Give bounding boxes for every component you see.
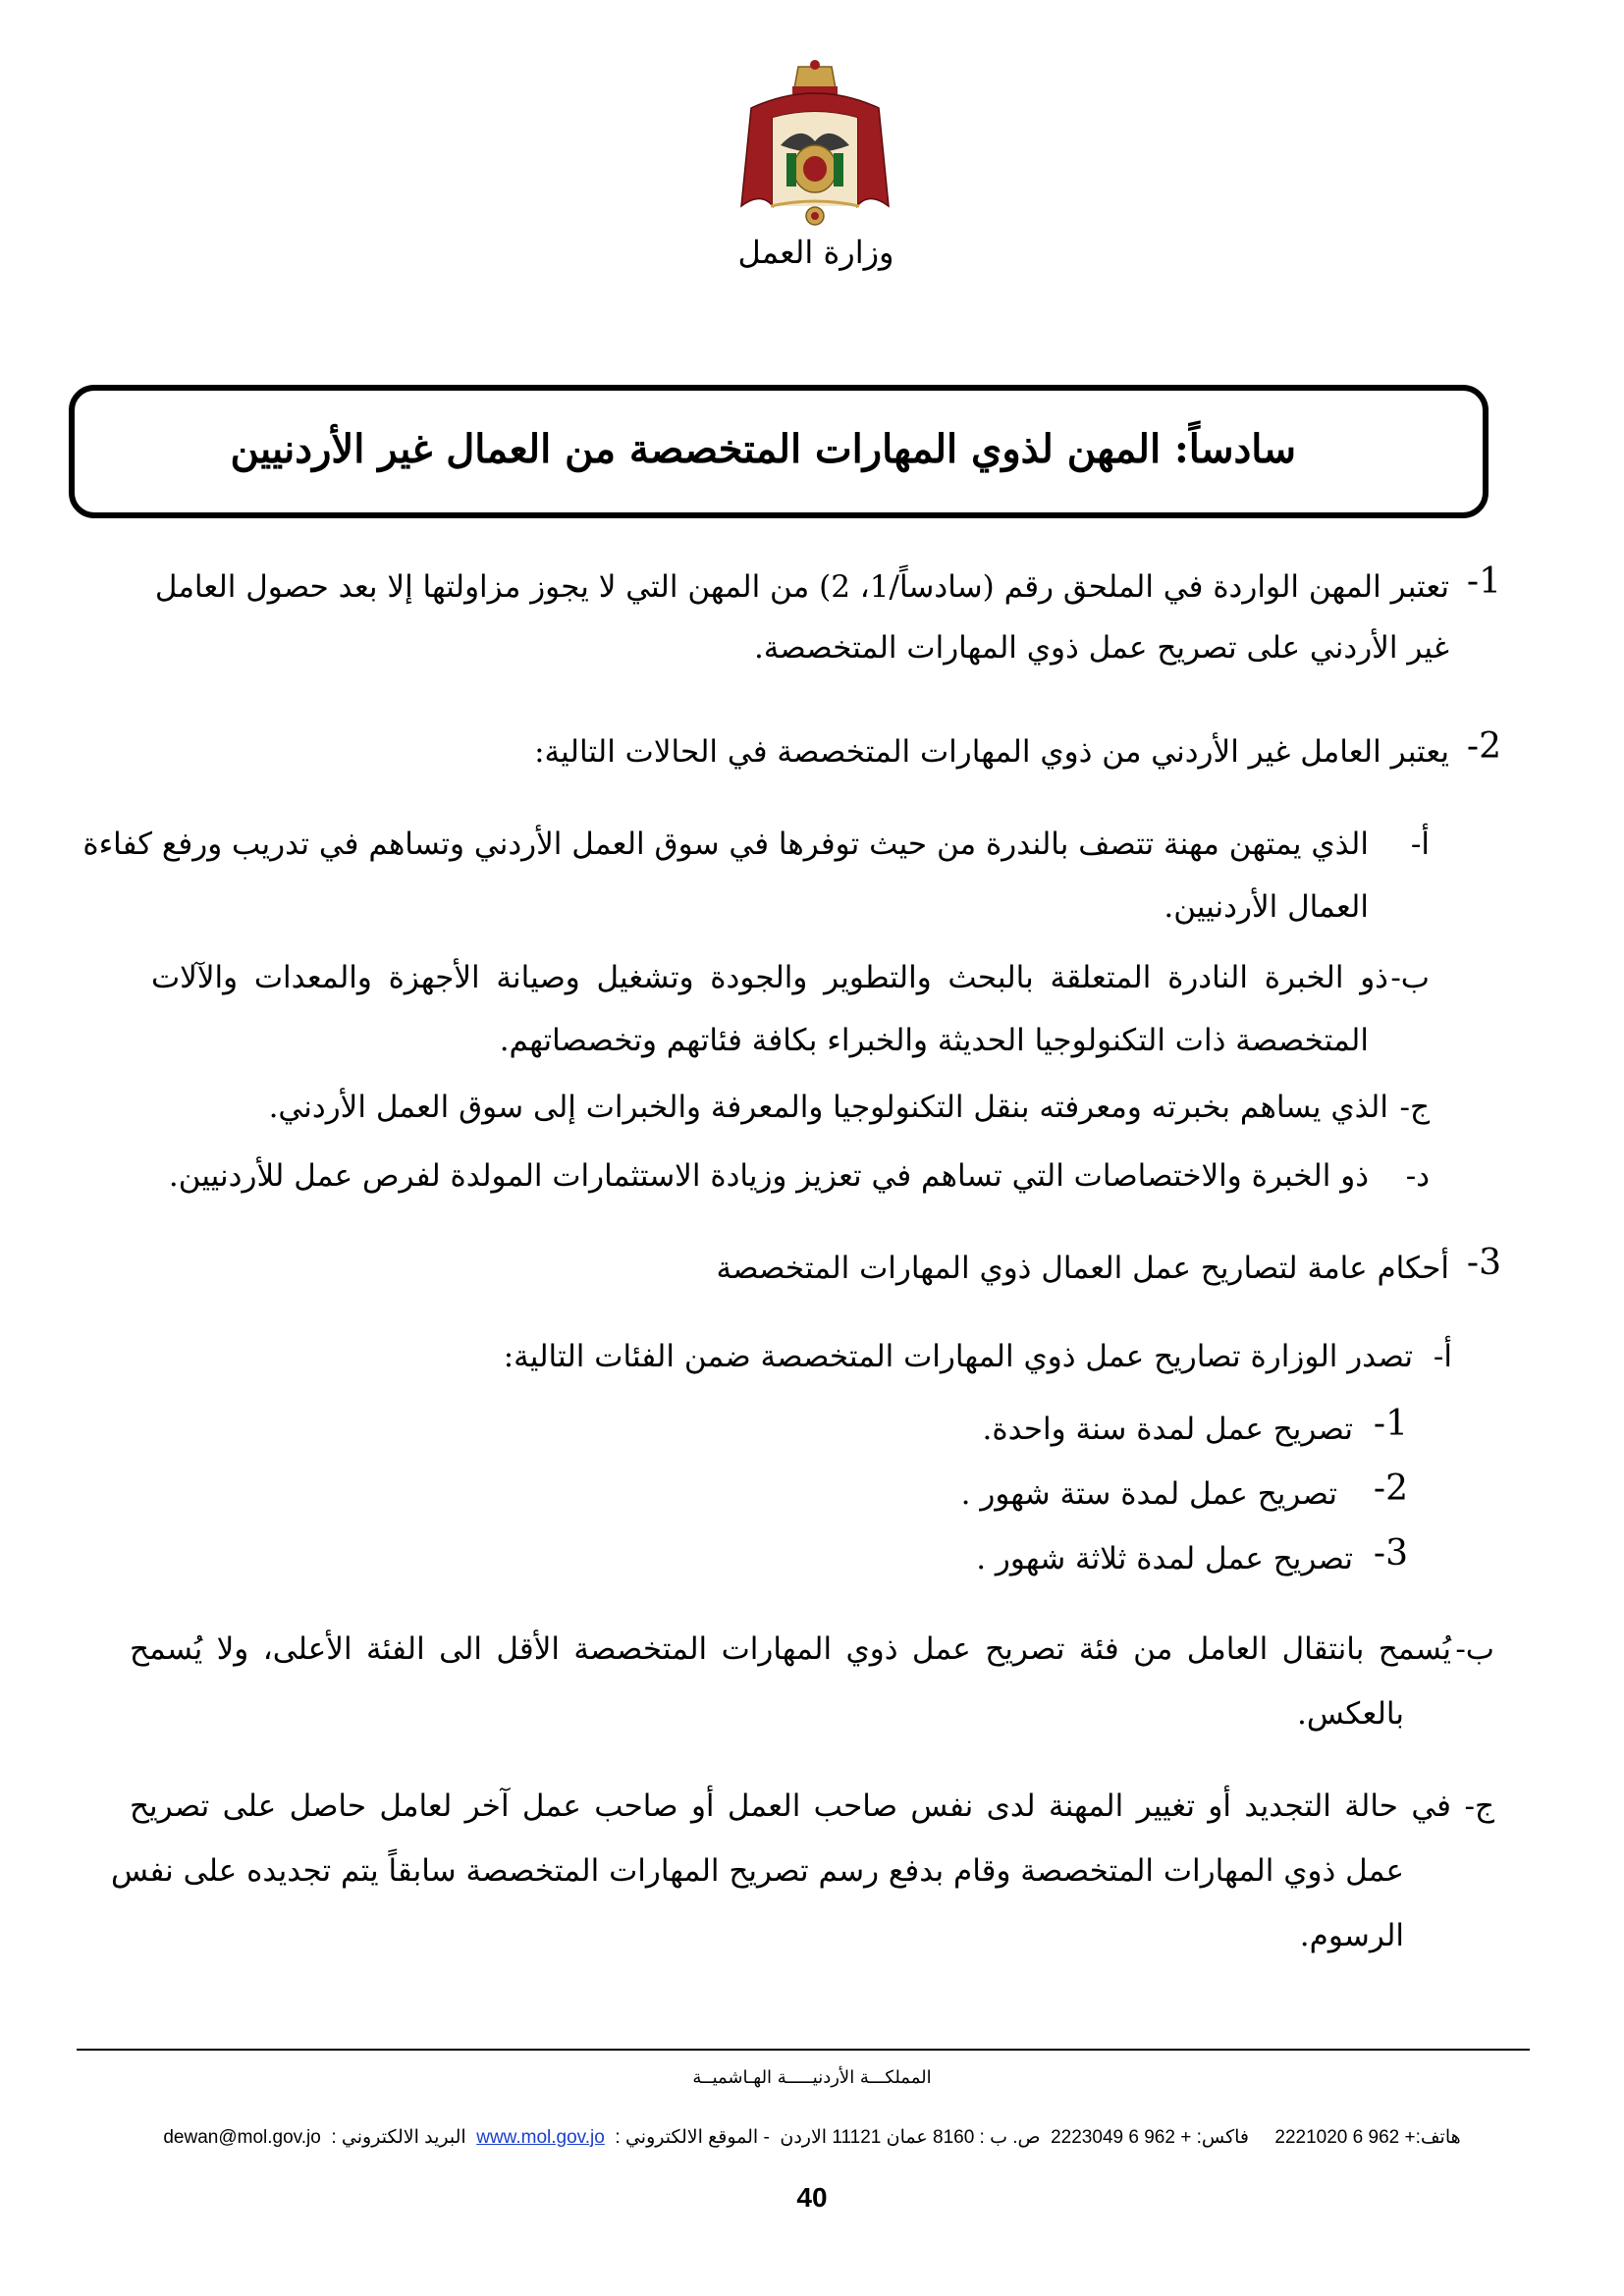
- section-1-line-1: تعتبر المهن الواردة في الملحق رقم (سادساً/1، 2) من المهن التي لا يجوز مزاولتها إلا بعد حصول العامل: [154, 569, 1449, 605]
- section-2-item-d-line-1: ذو الخبرة والاختصاصات التي تساهم في تعزيز وزيادة الاستثمارات المولدة لفرص عمل للأردنيين.: [168, 1158, 1369, 1194]
- page-number: 40: [796, 2182, 828, 2213]
- section-2-item-a-line-2: العمال الأردنيين.: [1164, 889, 1369, 925]
- section-2-item-b-line-2: المتخصصة ذات التكنولوجيا الحديثة والخبراء بكافة فئاتهم وتخصصاتهم.: [499, 1023, 1369, 1058]
- section-3-b-line-1: يُسمح بانتقال العامل من فئة تصريح عمل ذوي المهارات المتخصصة الأقل الى الفئة الأعلى، ولا يُسمح: [130, 1631, 1451, 1667]
- section-3-c-line-1: في حالة التجديد أو تغيير المهنة لدى نفس صاحب العمل أو صاحب عمل آخر لعامل حاصل على تصريح: [130, 1789, 1451, 1824]
- footer-phone: هاتف:+ 962 6 2221020: [1274, 2127, 1461, 2148]
- section-3-c-line-3: الرسوم.: [1299, 1918, 1404, 1953]
- section-title: سادساً: المهن لذوي المهارات المتخصصة من العمال غير الأردنيين: [230, 426, 1296, 472]
- footer-website-label: - الموقع الالكتروني :: [615, 2127, 770, 2148]
- section-3-c-marker: ج-: [1464, 1789, 1494, 1824]
- footer-kingdom-name: المملكـــة الأردنيـــــة الهـاشميــة: [692, 2067, 932, 2088]
- section-3-intro: أحكام عامة لتصاريح عمل العمال ذوي المهارات المتخصصة: [716, 1251, 1449, 1286]
- footer-website-link[interactable]: www.mol.gov.jo: [476, 2127, 605, 2148]
- section-1-number: 1-: [1466, 561, 1501, 602]
- section-3-a-sub-2-number: 2-: [1373, 1468, 1408, 1509]
- section-2-item-c-line-1: الذي يساهم بخبرته ومعرفته بنقل التكنولوجيا والمعرفة والخبرات إلى سوق العمل الأردني.: [268, 1090, 1388, 1125]
- footer-contact-line: [98, 2126, 1526, 2149]
- section-3-a-sub-3-text: تصريح عمل لمدة ثلاثة شهور .: [976, 1541, 1353, 1576]
- section-1-line-2: غير الأردني على تصريح عمل ذوي المهارات المتخصصة.: [753, 630, 1449, 666]
- section-2-item-a-line-1: الذي يمتهن مهنة تتصف بالندرة من حيث توفرها في سوق العمل الأردني وتساهم في تدريب ورفع كفاءة: [82, 827, 1369, 862]
- footer-divider: [77, 2049, 1530, 2051]
- section-2-item-b-marker: ب-: [1390, 960, 1430, 995]
- section-3-number: 3-: [1466, 1243, 1501, 1283]
- coat-of-arms-emblem: [731, 59, 898, 240]
- section-3-a-sub-1-text: تصريح عمل لمدة سنة واحدة.: [982, 1412, 1353, 1447]
- section-3-a-marker: أ-: [1433, 1339, 1452, 1374]
- section-2-intro: يعتبر العامل غير الأردني من ذوي المهارات المتخصصة في الحالات التالية:: [534, 734, 1449, 770]
- section-2-item-d-marker: د-: [1405, 1158, 1430, 1194]
- section-2-item-a-marker: أ-: [1410, 827, 1430, 862]
- section-3-c-line-2: عمل ذوي المهارات المتخصصة وقام بدفع رسم تصريح المهارات المتخصصة سابقاً يتم تجديده على نفس: [110, 1853, 1404, 1889]
- section-3-a-text: تصدر الوزارة تصاريح عمل ذوي المهارات المتخصصة ضمن الفئات التالية:: [503, 1339, 1413, 1374]
- footer-email-label: البريد الالكتروني :: [331, 2127, 466, 2148]
- footer-email[interactable]: dewan@mol.gov.jo: [163, 2127, 321, 2148]
- section-title-box: [69, 385, 1489, 518]
- section-2-number: 2-: [1466, 726, 1501, 767]
- ministry-name: وزارة العمل: [737, 234, 894, 271]
- section-3-a-sub-2-text: تصريح عمل لمدة ستة شهور .: [960, 1476, 1337, 1512]
- section-3-b-line-2: بالعكس.: [1297, 1696, 1404, 1732]
- section-3-b-marker: ب-: [1455, 1631, 1494, 1667]
- section-2-item-b-line-1: ذو الخبرة النادرة المتعلقة بالبحث والتطوير والجودة وتشغيل وصيانة الأجهزة والمعدات والآلات: [151, 960, 1388, 995]
- section-3-a-sub-3-number: 3-: [1373, 1533, 1408, 1574]
- footer-fax: فاكس: + 962 6 2223049: [1051, 2127, 1249, 2148]
- section-2-item-c-marker: ج-: [1399, 1090, 1430, 1125]
- footer-po-box: ص. ب : 8160 عمان 11121 الاردن: [780, 2127, 1041, 2148]
- section-3-a-sub-1-number: 1-: [1373, 1404, 1408, 1444]
